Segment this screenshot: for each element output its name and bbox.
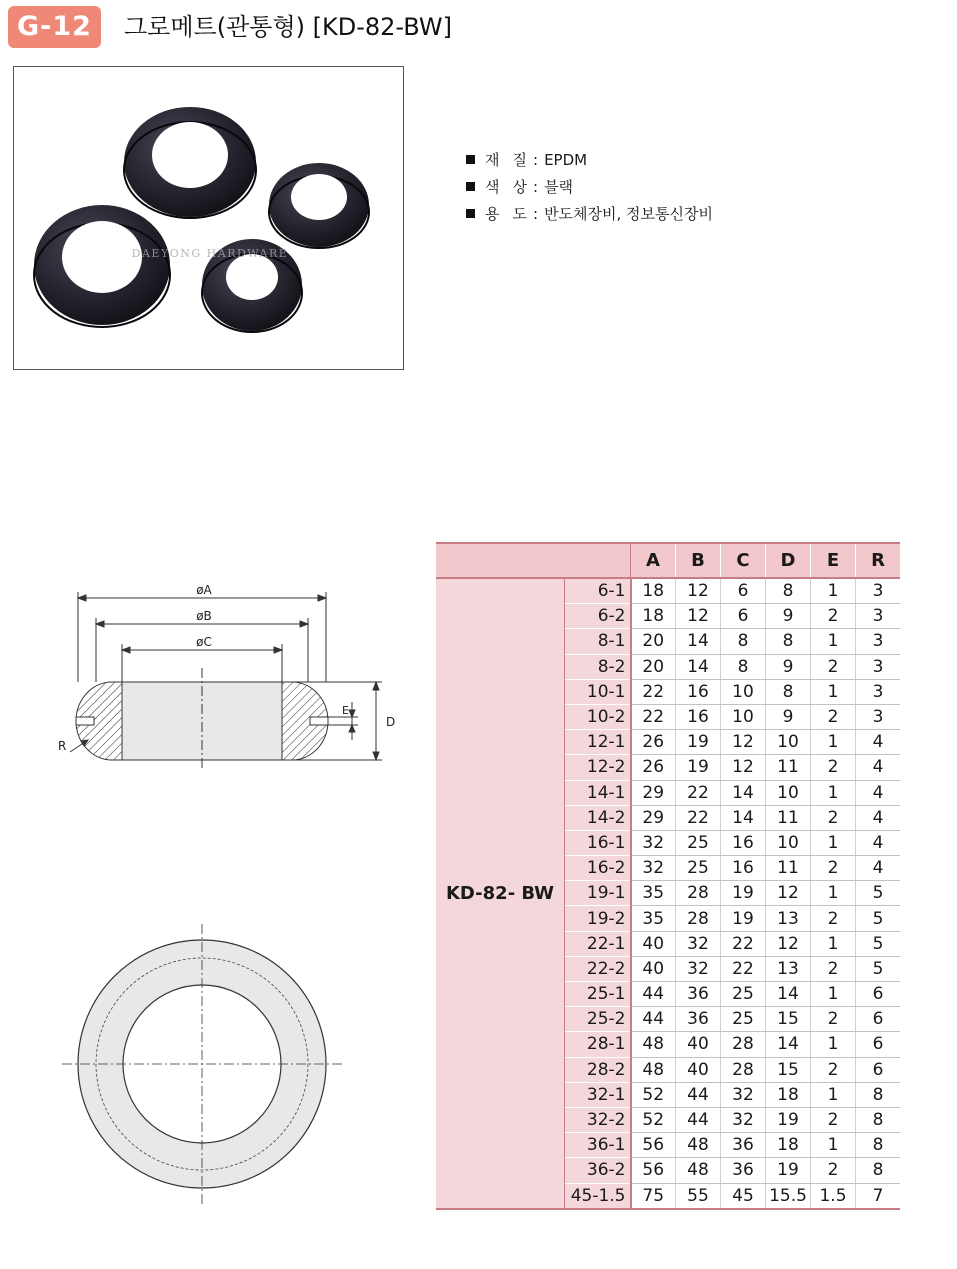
value-cell: 13 <box>766 956 811 981</box>
table-row <box>436 578 900 604</box>
value-cell: 32 <box>721 1107 766 1132</box>
value-cell: 1 <box>811 730 856 755</box>
value-cell: 26 <box>631 730 676 755</box>
value-cell: 1 <box>811 1082 856 1107</box>
top-view-svg <box>56 920 356 1210</box>
size-cell: 45-1.5 <box>565 1183 631 1209</box>
value-cell: 1 <box>811 679 856 704</box>
value-cell: 4 <box>856 805 901 830</box>
value-cell: 11 <box>766 805 811 830</box>
size-cell: 16-1 <box>565 830 631 855</box>
value-cell: 2 <box>811 755 856 780</box>
value-cell: 3 <box>856 629 901 654</box>
value-cell: 12 <box>766 881 811 906</box>
grommet-photo-illustration <box>14 67 403 369</box>
value-cell: 19 <box>676 755 721 780</box>
dim-label-d: D <box>386 715 396 729</box>
value-cell: 20 <box>631 654 676 679</box>
size-cell: 28-1 <box>565 1032 631 1057</box>
value-cell: 8 <box>721 629 766 654</box>
spec-material: 재 질 : EPDM <box>466 146 713 173</box>
value-cell: 11 <box>766 856 811 881</box>
value-cell: 2 <box>811 1007 856 1032</box>
size-cell: 14-2 <box>565 805 631 830</box>
value-cell: 8 <box>766 679 811 704</box>
value-cell: 22 <box>721 931 766 956</box>
column-header: R <box>856 543 901 578</box>
value-cell: 40 <box>631 956 676 981</box>
column-header: E <box>811 543 856 578</box>
value-cell: 5 <box>856 931 901 956</box>
value-cell: 48 <box>631 1032 676 1057</box>
value-cell: 8 <box>856 1133 901 1158</box>
grommet-large-front <box>34 205 170 327</box>
dim-label-b: øB <box>196 609 212 623</box>
value-cell: 4 <box>856 755 901 780</box>
value-cell: 2 <box>811 654 856 679</box>
value-cell: 6 <box>856 1032 901 1057</box>
value-cell: 32 <box>676 931 721 956</box>
value-cell: 8 <box>856 1107 901 1132</box>
size-cell: 32-2 <box>565 1107 631 1132</box>
table-header-row <box>436 543 900 578</box>
value-cell: 1 <box>811 931 856 956</box>
value-cell: 18 <box>631 604 676 629</box>
size-cell: 19-1 <box>565 881 631 906</box>
value-cell: 8 <box>766 578 811 604</box>
dim-label-a: øA <box>196 583 212 597</box>
value-cell: 10 <box>766 780 811 805</box>
value-cell: 22 <box>631 679 676 704</box>
value-cell: 8 <box>766 629 811 654</box>
value-cell: 6 <box>721 578 766 604</box>
value-cell: 32 <box>676 956 721 981</box>
value-cell: 29 <box>631 780 676 805</box>
value-cell: 4 <box>856 856 901 881</box>
value-cell: 19 <box>721 906 766 931</box>
value-cell: 20 <box>631 629 676 654</box>
value-cell: 12 <box>721 730 766 755</box>
value-cell: 2 <box>811 906 856 931</box>
value-cell: 52 <box>631 1107 676 1132</box>
value-cell: 9 <box>766 654 811 679</box>
value-cell: 22 <box>721 956 766 981</box>
value-cell: 18 <box>766 1133 811 1158</box>
value-cell: 5 <box>856 881 901 906</box>
value-cell: 14 <box>721 780 766 805</box>
value-cell: 1 <box>811 1032 856 1057</box>
size-cell: 36-1 <box>565 1133 631 1158</box>
value-cell: 12 <box>766 931 811 956</box>
spec-value: 반도체장비, 정보통신장비 <box>544 204 713 223</box>
value-cell: 19 <box>766 1158 811 1183</box>
bullet-square-icon <box>466 155 475 164</box>
value-cell: 14 <box>721 805 766 830</box>
value-cell: 15.5 <box>766 1183 811 1209</box>
value-cell: 8 <box>856 1082 901 1107</box>
value-cell: 44 <box>631 1007 676 1032</box>
value-cell: 16 <box>721 856 766 881</box>
product-photo <box>13 66 404 370</box>
value-cell: 28 <box>676 906 721 931</box>
value-cell: 6 <box>721 604 766 629</box>
column-header: D <box>766 543 811 578</box>
top-view-drawing <box>56 920 356 1214</box>
size-cell: 28-2 <box>565 1057 631 1082</box>
product-title: 그로메트(관통형) [KD-82-BW] <box>124 13 452 41</box>
value-cell: 45 <box>721 1183 766 1209</box>
product-code-badge: G-12 <box>8 6 101 48</box>
spec-list <box>466 146 713 227</box>
spec-color: 색 상 : 블랙 <box>466 173 713 200</box>
value-cell: 10 <box>721 679 766 704</box>
value-cell: 9 <box>766 704 811 729</box>
size-cell: 25-1 <box>565 982 631 1007</box>
value-cell: 10 <box>766 730 811 755</box>
bullet-square-icon <box>466 209 475 218</box>
value-cell: 5 <box>856 956 901 981</box>
value-cell: 14 <box>676 629 721 654</box>
value-cell: 2 <box>811 805 856 830</box>
value-cell: 22 <box>676 805 721 830</box>
value-cell: 3 <box>856 578 901 604</box>
size-cell: 12-1 <box>565 730 631 755</box>
column-header: B <box>676 543 721 578</box>
dimension-table <box>436 542 900 1210</box>
value-cell: 28 <box>721 1032 766 1057</box>
value-cell: 7 <box>856 1183 901 1209</box>
value-cell: 8 <box>721 654 766 679</box>
value-cell: 1 <box>811 578 856 604</box>
value-cell: 4 <box>856 730 901 755</box>
cross-section-svg <box>40 570 400 770</box>
size-cell: 22-2 <box>565 956 631 981</box>
value-cell: 10 <box>766 830 811 855</box>
value-cell: 15 <box>766 1007 811 1032</box>
value-cell: 1 <box>811 982 856 1007</box>
value-cell: 35 <box>631 906 676 931</box>
value-cell: 10 <box>721 704 766 729</box>
value-cell: 15 <box>766 1057 811 1082</box>
value-cell: 56 <box>631 1158 676 1183</box>
value-cell: 25 <box>721 982 766 1007</box>
value-cell: 32 <box>631 830 676 855</box>
value-cell: 12 <box>676 578 721 604</box>
value-cell: 44 <box>676 1107 721 1132</box>
grommet-small-right <box>269 163 369 248</box>
spec-usage: 용 도 : 반도체장비, 정보통신장비 <box>466 200 713 227</box>
value-cell: 16 <box>676 704 721 729</box>
size-cell: 32-1 <box>565 1082 631 1107</box>
value-cell: 32 <box>721 1082 766 1107</box>
value-cell: 1 <box>811 830 856 855</box>
value-cell: 44 <box>631 982 676 1007</box>
size-cell: 19-2 <box>565 906 631 931</box>
value-cell: 16 <box>721 830 766 855</box>
value-cell: 48 <box>631 1057 676 1082</box>
bullet-square-icon <box>466 182 475 191</box>
value-cell: 25 <box>676 830 721 855</box>
value-cell: 4 <box>856 780 901 805</box>
watermark-text: DAEYONG HARDWARE <box>131 247 289 260</box>
value-cell: 26 <box>631 755 676 780</box>
value-cell: 52 <box>631 1082 676 1107</box>
value-cell: 32 <box>631 856 676 881</box>
value-cell: 5 <box>856 906 901 931</box>
value-cell: 75 <box>631 1183 676 1209</box>
value-cell: 18 <box>631 578 676 604</box>
value-cell: 12 <box>721 755 766 780</box>
size-cell: 10-1 <box>565 679 631 704</box>
value-cell: 3 <box>856 679 901 704</box>
dim-label-c: øC <box>196 635 212 649</box>
model-name-cell: KD-82- BW <box>436 578 565 1209</box>
value-cell: 25 <box>676 856 721 881</box>
value-cell: 28 <box>676 881 721 906</box>
value-cell: 6 <box>856 982 901 1007</box>
value-cell: 48 <box>676 1158 721 1183</box>
value-cell: 2 <box>811 856 856 881</box>
value-cell: 2 <box>811 704 856 729</box>
size-cell: 25-2 <box>565 1007 631 1032</box>
value-cell: 1 <box>811 1133 856 1158</box>
value-cell: 14 <box>676 654 721 679</box>
value-cell: 19 <box>766 1107 811 1132</box>
column-header: A <box>631 543 676 578</box>
value-cell: 2 <box>811 1057 856 1082</box>
size-cell: 8-1 <box>565 629 631 654</box>
value-cell: 2 <box>811 956 856 981</box>
value-cell: 2 <box>811 1158 856 1183</box>
value-cell: 18 <box>766 1082 811 1107</box>
value-cell: 55 <box>676 1183 721 1209</box>
size-cell: 36-2 <box>565 1158 631 1183</box>
value-cell: 8 <box>856 1158 901 1183</box>
size-cell: 8-2 <box>565 654 631 679</box>
value-cell: 36 <box>721 1133 766 1158</box>
value-cell: 6 <box>856 1057 901 1082</box>
size-cell: 14-1 <box>565 780 631 805</box>
value-cell: 2 <box>811 604 856 629</box>
value-cell: 36 <box>721 1158 766 1183</box>
spec-value: EPDM <box>544 150 588 169</box>
size-cell: 22-1 <box>565 931 631 956</box>
value-cell: 48 <box>676 1133 721 1158</box>
value-cell: 9 <box>766 604 811 629</box>
value-cell: 56 <box>631 1133 676 1158</box>
value-cell: 22 <box>676 780 721 805</box>
value-cell: 36 <box>676 982 721 1007</box>
value-cell: 1 <box>811 629 856 654</box>
value-cell: 11 <box>766 755 811 780</box>
value-cell: 40 <box>676 1057 721 1082</box>
size-cell: 10-2 <box>565 704 631 729</box>
value-cell: 35 <box>631 881 676 906</box>
value-cell: 28 <box>721 1057 766 1082</box>
grommet-large-back <box>124 107 256 218</box>
column-header: C <box>721 543 766 578</box>
value-cell: 4 <box>856 830 901 855</box>
value-cell: 1.5 <box>811 1183 856 1209</box>
value-cell: 16 <box>676 679 721 704</box>
value-cell: 3 <box>856 654 901 679</box>
cross-section-drawing <box>40 570 400 774</box>
value-cell: 13 <box>766 906 811 931</box>
spec-value: 블랙 <box>544 177 574 196</box>
value-cell: 2 <box>811 1107 856 1132</box>
value-cell: 12 <box>676 604 721 629</box>
size-cell: 6-2 <box>565 604 631 629</box>
value-cell: 14 <box>766 982 811 1007</box>
value-cell: 19 <box>676 730 721 755</box>
value-cell: 40 <box>676 1032 721 1057</box>
size-cell: 6-1 <box>565 578 631 604</box>
value-cell: 19 <box>721 881 766 906</box>
value-cell: 40 <box>631 931 676 956</box>
value-cell: 36 <box>676 1007 721 1032</box>
value-cell: 6 <box>856 1007 901 1032</box>
value-cell: 3 <box>856 704 901 729</box>
value-cell: 22 <box>631 704 676 729</box>
value-cell: 14 <box>766 1032 811 1057</box>
value-cell: 25 <box>721 1007 766 1032</box>
value-cell: 1 <box>811 881 856 906</box>
value-cell: 29 <box>631 805 676 830</box>
value-cell: 1 <box>811 780 856 805</box>
size-cell: 12-2 <box>565 755 631 780</box>
dim-label-e: E <box>342 704 349 717</box>
value-cell: 44 <box>676 1082 721 1107</box>
dim-label-r: R <box>58 739 67 753</box>
value-cell: 3 <box>856 604 901 629</box>
size-cell: 16-2 <box>565 856 631 881</box>
